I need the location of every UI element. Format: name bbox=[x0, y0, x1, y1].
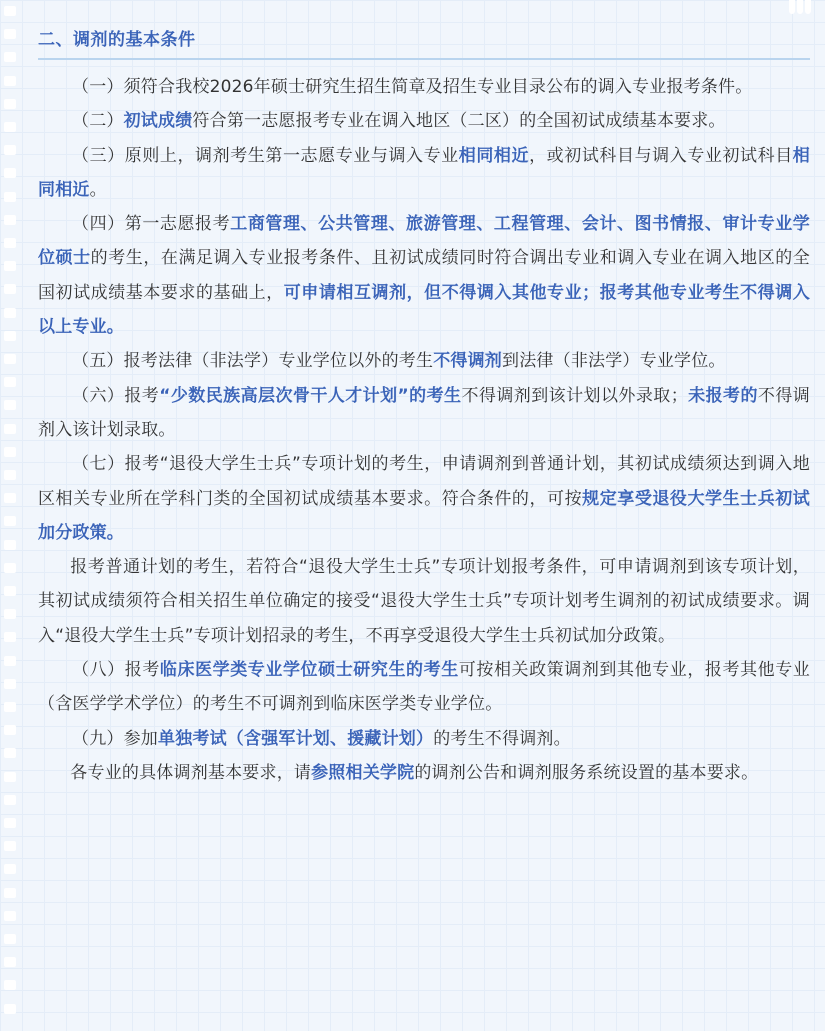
binder-hole bbox=[4, 540, 16, 550]
binder-hole bbox=[4, 656, 16, 666]
body-text: 的考生不得调剂。 bbox=[433, 728, 571, 749]
binder-hole bbox=[4, 76, 16, 86]
paragraph bbox=[38, 344, 810, 378]
binder-hole bbox=[4, 586, 16, 596]
highlighted-text: 参照相关学院 bbox=[311, 762, 415, 783]
highlighted-text: 工商管理、公共管理、旅游管理、工程管理、会计、图书情报、审计专业学位硕士 bbox=[38, 214, 810, 269]
body-text: 到法律（非法学）专业学位。 bbox=[502, 351, 726, 372]
binder-hole bbox=[4, 957, 16, 967]
binder-hole bbox=[4, 331, 16, 341]
body-text: （二） bbox=[72, 111, 124, 132]
binder-hole bbox=[4, 145, 16, 155]
body-text: 的考生，在满足调入专业报考条件、且初试成绩同时符合调出专业和调入专业在调入地区的全国初试成绩基本要求的基础上， bbox=[38, 248, 810, 303]
body-text: 报考普通计划的考生，若符合“退役大学生士兵”专项计划报考条件，可申请调剂到该专项计划，其初试成绩须符合相关招生单位确定的接受“退役大学生士兵”专项计划考生调剂的初试成绩要求。调入“退役大学生士兵”专项计划招录的考生，不再享受退役大学生士兵初试加分政策。 bbox=[38, 557, 810, 646]
paragraph bbox=[38, 722, 810, 756]
binder-hole bbox=[4, 470, 16, 480]
body-text: 不得调剂到该计划以外录取； bbox=[461, 385, 688, 406]
paragraph bbox=[38, 653, 810, 722]
paragraph bbox=[38, 756, 810, 790]
binder-hole bbox=[4, 168, 16, 178]
binder-hole bbox=[4, 447, 16, 457]
binder-hole bbox=[4, 308, 16, 318]
binder-hole bbox=[4, 261, 16, 271]
body-text: 各专业的具体调剂基本要求，请 bbox=[70, 762, 312, 783]
binder-hole bbox=[4, 99, 16, 109]
binder-hole bbox=[4, 493, 16, 503]
binder-hole bbox=[4, 1004, 16, 1014]
binder-hole bbox=[4, 29, 16, 39]
body-text: 的调剂公告和调剂服务系统设置的基本要求。 bbox=[414, 762, 759, 783]
body-text: （六）报考 bbox=[72, 385, 160, 406]
binder-hole bbox=[4, 748, 16, 758]
binder-hole bbox=[4, 864, 16, 874]
binder-hole bbox=[4, 702, 16, 712]
body-text: 不得调剂入该计划录取。 bbox=[38, 385, 810, 440]
highlighted-text: “少数民族高层次骨干人才计划”的考生 bbox=[159, 385, 462, 406]
paragraph bbox=[38, 104, 810, 138]
paragraph bbox=[38, 550, 810, 653]
paragraph-list bbox=[38, 70, 810, 790]
paragraph bbox=[38, 139, 810, 208]
highlighted-text: 相同相近 bbox=[38, 145, 810, 200]
binder-hole bbox=[4, 122, 16, 132]
highlighted-text: 规定享受退役大学生士兵初试加分政策。 bbox=[38, 488, 810, 543]
binder-hole bbox=[4, 354, 16, 364]
body-text: 。 bbox=[89, 179, 107, 200]
body-text: （三）原则上，调剂考生第一志愿专业与调入专业 bbox=[72, 145, 459, 166]
binder-hole bbox=[4, 238, 16, 248]
binder-hole bbox=[4, 6, 16, 16]
binder-hole bbox=[4, 563, 16, 573]
section-title: 二、调剂的基本条件 bbox=[38, 26, 810, 60]
highlighted-text: 不得调剂 bbox=[433, 351, 503, 372]
body-text: 可按相关政策调剂到其他专业，报考其他专业（含医学学术学位）的考生不可调剂到临床医学类专业学位。 bbox=[38, 660, 811, 715]
binder-hole bbox=[4, 818, 16, 828]
binder-hole bbox=[4, 725, 16, 735]
binder-hole bbox=[4, 772, 16, 782]
body-text: 符合第一志愿报考专业在调入地区（二区）的全国初试成绩基本要求。 bbox=[192, 111, 726, 132]
binder-hole bbox=[4, 632, 16, 642]
binder-hole bbox=[4, 215, 16, 225]
body-text: （九）参加 bbox=[72, 728, 158, 749]
binder-hole bbox=[4, 911, 16, 921]
corner-tab-decoration bbox=[789, 0, 811, 14]
highlighted-text: 初试成绩 bbox=[123, 111, 193, 132]
body-text: （七）报考“退役大学生士兵”专项计划的考生，申请调剂到普通计划，其初试成绩须达到调入地区相关专业所在学科门类的全国初试成绩基本要求。符合条件的，可按 bbox=[38, 454, 810, 509]
body-text: （一）须符合我校2026年硕士研究生招生简章及招生专业目录公布的调入专业报考条件。 bbox=[72, 77, 753, 97]
body-text: （四）第一志愿报考 bbox=[72, 214, 231, 235]
binder-hole bbox=[4, 980, 16, 990]
paragraph bbox=[38, 70, 810, 104]
binder-hole bbox=[4, 400, 16, 410]
binder-hole bbox=[4, 52, 16, 62]
highlighted-text: 相同相近 bbox=[458, 145, 530, 166]
body-text: ，或初试科目与调入专业初试科目 bbox=[529, 145, 793, 166]
binder-hole bbox=[4, 841, 16, 851]
paragraph bbox=[38, 447, 810, 550]
highlighted-text: 临床医学类专业学位硕士研究生的考生 bbox=[159, 660, 459, 681]
binder-holes bbox=[4, 6, 18, 1026]
binder-hole bbox=[4, 934, 16, 944]
body-text: （五）报考法律（非法学）专业学位以外的考生 bbox=[72, 351, 434, 372]
binder-hole bbox=[4, 888, 16, 898]
binder-hole bbox=[4, 609, 16, 619]
binder-hole bbox=[4, 377, 16, 387]
article-content bbox=[38, 26, 810, 790]
highlighted-text: 单独考试（含强军计划、援藏计划） bbox=[158, 728, 434, 749]
body-text: （八）报考 bbox=[72, 660, 160, 681]
binder-hole bbox=[4, 424, 16, 434]
binder-hole bbox=[4, 795, 16, 805]
binder-hole bbox=[4, 192, 16, 202]
binder-hole bbox=[4, 284, 16, 294]
paragraph bbox=[38, 207, 810, 344]
binder-hole bbox=[4, 516, 16, 526]
paragraph bbox=[38, 379, 810, 448]
highlighted-text: 未报考的 bbox=[687, 385, 758, 406]
highlighted-text: 可申请相互调剂，但不得调入其他专业；报考其他专业考生不得调入以上专业。 bbox=[38, 282, 810, 338]
binder-hole bbox=[4, 679, 16, 689]
